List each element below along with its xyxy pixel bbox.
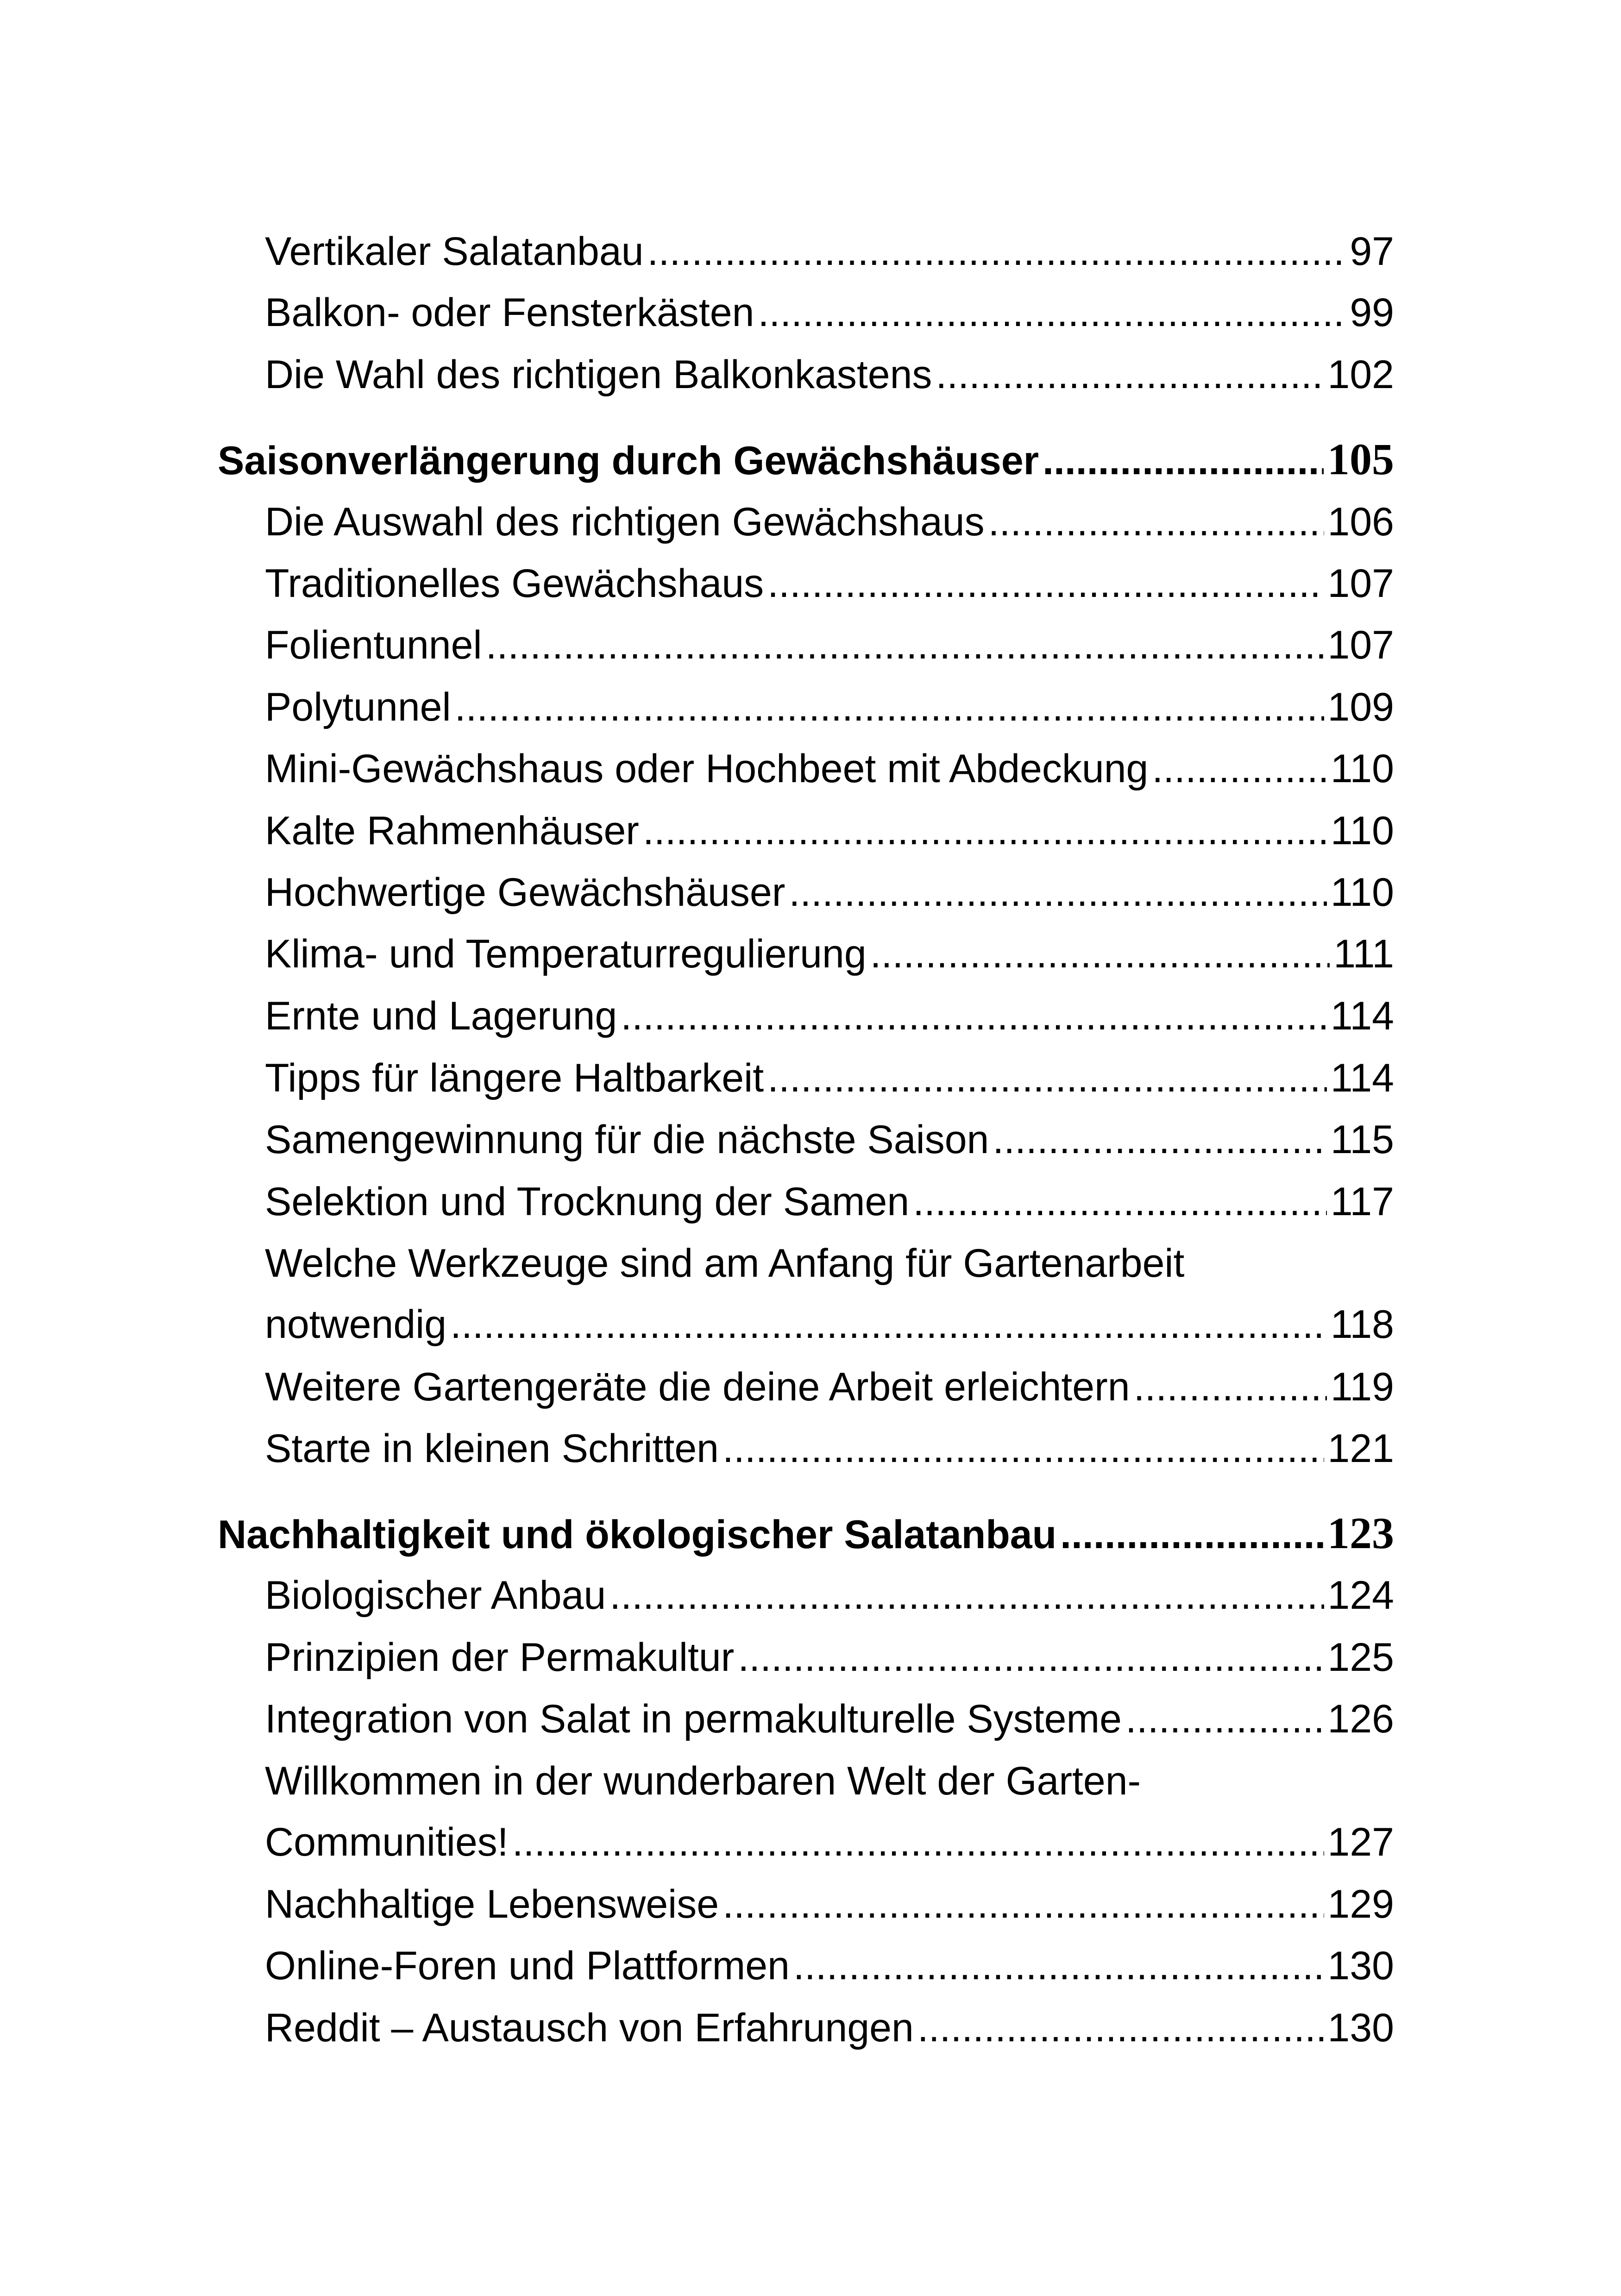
toc-page-number: 102 (1327, 352, 1394, 397)
dot-leader (723, 1421, 1324, 1476)
toc-entry-title: Vertikaler Salatanbau (265, 229, 644, 274)
dot-leader (793, 1938, 1324, 1994)
dot-leader (913, 1174, 1327, 1230)
toc-section-heading (218, 432, 1394, 487)
toc-line (265, 741, 1394, 797)
toc-page-number: 118 (1330, 1302, 1394, 1347)
toc-page-number: 121 (1327, 1426, 1394, 1471)
toc-page-number: 99 (1350, 290, 1394, 335)
toc-entry (265, 1876, 1394, 1932)
toc-entry (265, 347, 1394, 402)
dot-leader (621, 988, 1327, 1044)
toc-line (265, 1938, 1394, 1994)
dot-leader (1060, 1507, 1324, 1562)
toc-entry (265, 679, 1394, 735)
toc-entry (265, 926, 1394, 982)
toc-line (265, 2000, 1394, 2056)
toc-line (265, 1691, 1394, 1747)
toc-page-number: 111 (1333, 932, 1394, 976)
toc-entry-title: Hochwertige Gewächshäuser (265, 870, 785, 915)
toc-entry (265, 803, 1394, 859)
toc-page-number: 129 (1327, 1882, 1394, 1926)
toc-line (265, 1814, 1394, 1870)
dot-leader (767, 1050, 1327, 1106)
toc-entry-title: Kalte Rahmenhäuser (265, 809, 639, 853)
dot-leader (870, 926, 1330, 982)
toc-entry (265, 1568, 1394, 1623)
toc-line (265, 926, 1394, 982)
toc-line (265, 1112, 1394, 1167)
toc-page-number: 117 (1330, 1179, 1394, 1224)
toc-entry-title: Willkommen in der wunderbaren Welt der Garten- (265, 1759, 1141, 1803)
dot-leader (993, 1112, 1327, 1167)
toc-line (265, 1568, 1394, 1623)
toc-entry (265, 988, 1394, 1044)
toc-entry-title: Integration von Salat in permakulturelle Systeme (265, 1697, 1122, 1741)
toc-line (265, 679, 1394, 735)
toc-entry-title: Prinzipien der Permakultur (265, 1635, 735, 1680)
dot-leader (609, 1568, 1324, 1623)
toc-line (265, 1174, 1394, 1230)
dot-leader (988, 494, 1324, 550)
toc-line (265, 1630, 1394, 1685)
toc-page-number: 109 (1327, 685, 1394, 729)
dot-leader (738, 1630, 1324, 1685)
toc-entry (265, 1753, 1394, 1874)
dot-leader (643, 803, 1327, 859)
toc-line (265, 803, 1394, 859)
dot-leader (512, 1814, 1324, 1870)
dot-leader (486, 617, 1324, 673)
toc-entry (265, 741, 1394, 797)
toc-entry (265, 1691, 1394, 1747)
toc-entry-title: Polytunnel (265, 685, 451, 729)
toc-entry-title: Balkon- oder Fensterkästen (265, 290, 754, 335)
toc-entry (265, 1938, 1394, 1994)
toc-line (265, 347, 1394, 402)
toc-entry (265, 865, 1394, 920)
toc-page-number: 124 (1327, 1573, 1394, 1618)
toc-page-number: 107 (1327, 623, 1394, 667)
toc-entry (265, 2000, 1394, 2056)
toc-entry (265, 494, 1394, 550)
toc-entry-title: Welche Werkzeuge sind am Anfang für Gartenarbeit (265, 1241, 1185, 1286)
toc-page-number: 114 (1330, 994, 1394, 1038)
toc-entry-title: Traditionelles Gewächshaus (265, 561, 764, 606)
toc-line (218, 432, 1394, 487)
toc-line (218, 1506, 1394, 1561)
toc-entry-title: Die Wahl des richtigen Balkonkastens (265, 352, 932, 397)
dot-leader (723, 1876, 1324, 1932)
dot-leader (936, 347, 1324, 402)
toc-line (265, 865, 1394, 920)
toc-entry (265, 224, 1394, 279)
toc-page-number: 107 (1327, 561, 1394, 606)
toc-line (265, 1359, 1394, 1415)
toc-page-number: 126 (1327, 1697, 1394, 1741)
toc-line (265, 617, 1394, 673)
toc-line (265, 224, 1394, 279)
toc-line (265, 285, 1394, 340)
toc-page-number: 127 (1327, 1820, 1394, 1864)
toc-entry (265, 1421, 1394, 1476)
toc-page-number: 115 (1330, 1117, 1394, 1162)
toc-page-number: 110 (1330, 870, 1394, 915)
toc-line (265, 494, 1394, 550)
toc-page-number: 119 (1330, 1365, 1394, 1409)
toc-section-title: Saisonverlängerung durch Gewächshäuser (218, 439, 1039, 483)
toc-entry-title-continued: notwendig (265, 1302, 447, 1347)
toc-entry (265, 1112, 1394, 1167)
toc-entry (265, 617, 1394, 673)
toc-line (265, 1421, 1394, 1476)
toc-entry-title: Selektion und Trocknung der Samen (265, 1179, 910, 1224)
toc-page-number: 123 (1327, 1508, 1394, 1558)
dot-leader (767, 556, 1324, 611)
toc-page-number: 125 (1327, 1635, 1394, 1680)
dot-leader (917, 2000, 1324, 2056)
toc-line (265, 1876, 1394, 1932)
toc-entry-title: Die Auswahl des richtigen Gewächshaus (265, 500, 985, 544)
dot-leader (1043, 433, 1324, 489)
dot-leader (450, 1297, 1327, 1352)
toc-entry-title: Klima- und Temperaturregulierung (265, 932, 867, 976)
toc-section-title: Nachhaltigkeit und ökologischer Salatanbau (218, 1512, 1057, 1557)
toc-entry-title: Biologischer Anbau (265, 1573, 606, 1618)
toc-entry-title: Ernte und Lagerung (265, 994, 617, 1038)
toc-entry (265, 1236, 1394, 1356)
toc-entry-title: Nachhaltige Lebensweise (265, 1882, 719, 1926)
toc-page-number: 110 (1330, 747, 1394, 791)
toc-entry-title: Samengewinnung für die nächste Saison (265, 1117, 989, 1162)
toc-line (265, 1297, 1394, 1352)
toc-page-number: 97 (1350, 229, 1394, 274)
toc-entry-title: Reddit – Austausch von Erfahrungen (265, 2006, 914, 2050)
dot-leader (1152, 741, 1327, 797)
toc-entry (265, 556, 1394, 611)
toc-entry (265, 285, 1394, 340)
dot-leader (789, 865, 1327, 920)
toc-entry-title: Weitere Gartengeräte die deine Arbeit erleichtern (265, 1365, 1130, 1409)
dot-leader (647, 224, 1346, 279)
toc-entry (265, 1359, 1394, 1415)
toc-entry-title-continued: Communities! (265, 1820, 509, 1864)
toc-entry-title: Starte in kleinen Schritten (265, 1426, 719, 1471)
toc-page-number: 130 (1327, 1944, 1394, 1988)
toc-section-heading (218, 1506, 1394, 1561)
dot-leader (455, 679, 1324, 735)
dot-leader (1125, 1691, 1324, 1747)
toc-entry (265, 1050, 1394, 1106)
toc-line (265, 1050, 1394, 1106)
toc-page-number: 105 (1327, 434, 1394, 484)
toc-entry-title: Tipps für längere Haltbarkeit (265, 1056, 764, 1100)
toc-page-number: 114 (1330, 1056, 1394, 1100)
toc-entry (265, 1174, 1394, 1230)
toc-page-number: 106 (1327, 500, 1394, 544)
dot-leader (1134, 1359, 1327, 1415)
toc-line (265, 988, 1394, 1044)
toc-entry-title: Mini-Gewächshaus oder Hochbeet mit Abdeckung (265, 747, 1149, 791)
dot-leader (758, 285, 1346, 340)
toc-page-number: 130 (1327, 2006, 1394, 2050)
toc-entry-title: Folientunnel (265, 623, 482, 667)
toc-page-number: 110 (1330, 809, 1394, 853)
toc-entry (265, 1630, 1394, 1685)
toc-line (265, 556, 1394, 611)
toc-entry-title: Online-Foren und Plattformen (265, 1944, 790, 1988)
